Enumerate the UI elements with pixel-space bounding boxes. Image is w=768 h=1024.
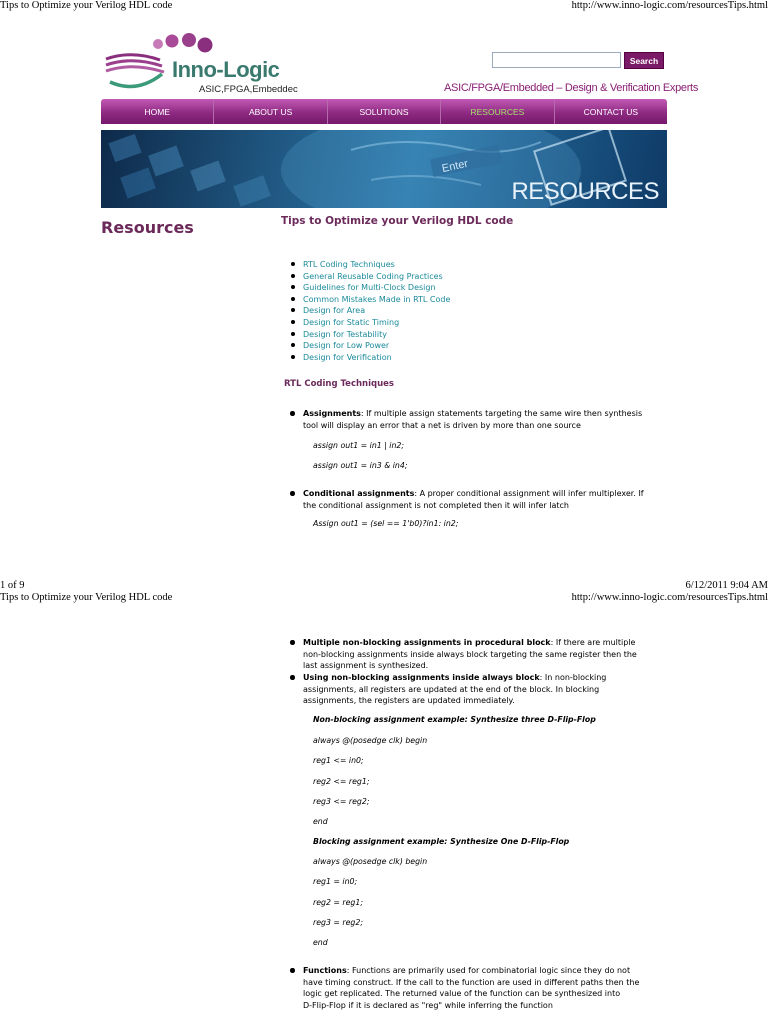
- banner-title: RESOURCES: [511, 178, 659, 205]
- nav-about-us[interactable]: ABOUT US: [214, 99, 327, 124]
- code-line: Assign out1 = (sel == 1'b0)?in1: in2;: [313, 519, 459, 528]
- main-nav: [101, 99, 667, 124]
- code-line: assign out1 = in1 | in2;: [313, 441, 405, 450]
- logo-subtitle: ASIC,FPGA,Embeddec: [199, 84, 298, 95]
- item-text: tool will display an error that a net is driven by more than one source: [303, 420, 581, 430]
- list-item-assignments: [290, 408, 642, 431]
- print-footer-datetime: 6/12/2011 9:04 AM: [685, 580, 768, 591]
- item-text: assignments, the registers are updated immediately.: [303, 696, 515, 706]
- resources-banner: [101, 130, 667, 208]
- code-line: reg1 <= in0;: [313, 756, 364, 765]
- toc-link[interactable]: Design for Low Power: [290, 340, 450, 352]
- code-line: reg2 = reg1;: [313, 898, 363, 907]
- print-header-url: http://www.inno-logic.com/resourcesTips.html: [571, 592, 768, 603]
- item-text: logic get replicated. The returned value of the function can be synthesized into: [303, 989, 621, 999]
- banner-enter-key: Enter: [440, 157, 470, 176]
- item-text: : If multiple assign statements targeting the same wire then synthesis: [360, 409, 643, 418]
- item-term: Using non-blocking assignments inside always block: [303, 673, 540, 682]
- toc-link[interactable]: Guidelines for Multi-Clock Design: [290, 282, 450, 294]
- tagline: ASIC/FPGA/Embedded – Design & Verification Experts: [444, 82, 699, 94]
- item-text: last assignment is synthesized.: [303, 661, 429, 671]
- item-term: Conditional assignments: [303, 489, 415, 498]
- nav-resources[interactable]: RESOURCES: [441, 99, 554, 124]
- example-title: Non-blocking assignment example: Synthesize three D-Flip-Flop: [313, 715, 596, 724]
- item-text: D-Flip-Flop if it is declared as "reg" while inferring the function: [303, 1000, 553, 1010]
- toc-link[interactable]: RTL Coding Techniques: [290, 259, 450, 271]
- item-text: assignments, all registers are updated at the end of the block. In blocking: [303, 684, 600, 694]
- toc-link[interactable]: Design for Verification: [290, 352, 450, 364]
- logo-name[interactable]: Inno-Logic: [172, 57, 280, 82]
- code-line: always @(posedge clk) begin: [313, 857, 428, 866]
- item-text: : Functions are primarily used for combinatorial logic since they do not: [346, 966, 631, 975]
- side-heading: Resources: [101, 218, 194, 237]
- example-title: Blocking assignment example: Synthesize One D-Flip-Flop: [313, 837, 570, 846]
- bullet-dot: [290, 640, 295, 645]
- bullet-dot: [290, 675, 295, 680]
- nav-home[interactable]: HOME: [101, 99, 214, 124]
- code-line: reg1 = in0;: [313, 877, 358, 886]
- toc-link[interactable]: Design for Testability: [290, 329, 450, 341]
- item-term: Functions: [303, 966, 347, 975]
- section-heading: RTL Coding Techniques: [284, 379, 394, 389]
- code-line: reg3 = reg2;: [313, 918, 363, 927]
- code-line: end: [313, 938, 328, 947]
- nav-contact-us[interactable]: CONTACT US: [583, 106, 639, 117]
- toc-link[interactable]: Design for Static Timing: [290, 317, 450, 329]
- table-of-contents: [290, 259, 450, 363]
- list-item-conditional: [290, 488, 644, 511]
- print-header-title: Tips to Optimize your Verilog HDL code: [0, 592, 173, 603]
- print-header-url: http://www.inno-logic.com/resourcesTips.html: [571, 0, 768, 11]
- search-button[interactable]: Search: [624, 52, 664, 69]
- bullet-dot: [290, 491, 295, 496]
- list-item-functions: [290, 965, 639, 1011]
- item-text: : In non-blocking: [539, 673, 607, 682]
- item-text: : A proper conditional assignment will infer multiplexer. If: [414, 489, 644, 498]
- bullet-dot: [290, 968, 295, 973]
- page-title: Tips to Optimize your Verilog HDL code: [281, 215, 514, 227]
- item-text: non-blocking assignments inside always block targeting the same register then the: [303, 649, 637, 659]
- code-line: assign out1 = in3 & in4;: [313, 461, 408, 470]
- print-header-title: Tips to Optimize your Verilog HDL code: [0, 0, 173, 11]
- toc-link[interactable]: General Reusable Coding Practices: [290, 271, 450, 283]
- list-item-using-nonblocking: [290, 672, 606, 707]
- toc-link[interactable]: Design for Area: [290, 305, 450, 317]
- item-text: : If there are multiple: [550, 638, 636, 647]
- code-line: end: [313, 817, 328, 826]
- code-line: reg3 <= reg2;: [313, 797, 370, 806]
- code-line: reg2 <= reg1;: [313, 777, 370, 786]
- item-term: Assignments: [303, 409, 361, 418]
- toc-link[interactable]: Common Mistakes Made in RTL Code: [290, 294, 450, 306]
- item-text: the conditional assignment is not completed then it will infer latch: [303, 500, 569, 510]
- bullet-dot: [290, 411, 295, 416]
- search-input[interactable]: [492, 52, 621, 68]
- list-item-multiple-nonblocking: [290, 637, 637, 672]
- code-line: always @(posedge clk) begin: [313, 736, 428, 745]
- nav-solutions[interactable]: SOLUTIONS: [328, 99, 441, 124]
- print-footer-page: 1 of 9: [0, 580, 25, 591]
- item-text: have timing construct. If the call to the function are used in different paths then the: [303, 977, 640, 987]
- item-term: Multiple non-blocking assignments in procedural block: [303, 638, 551, 647]
